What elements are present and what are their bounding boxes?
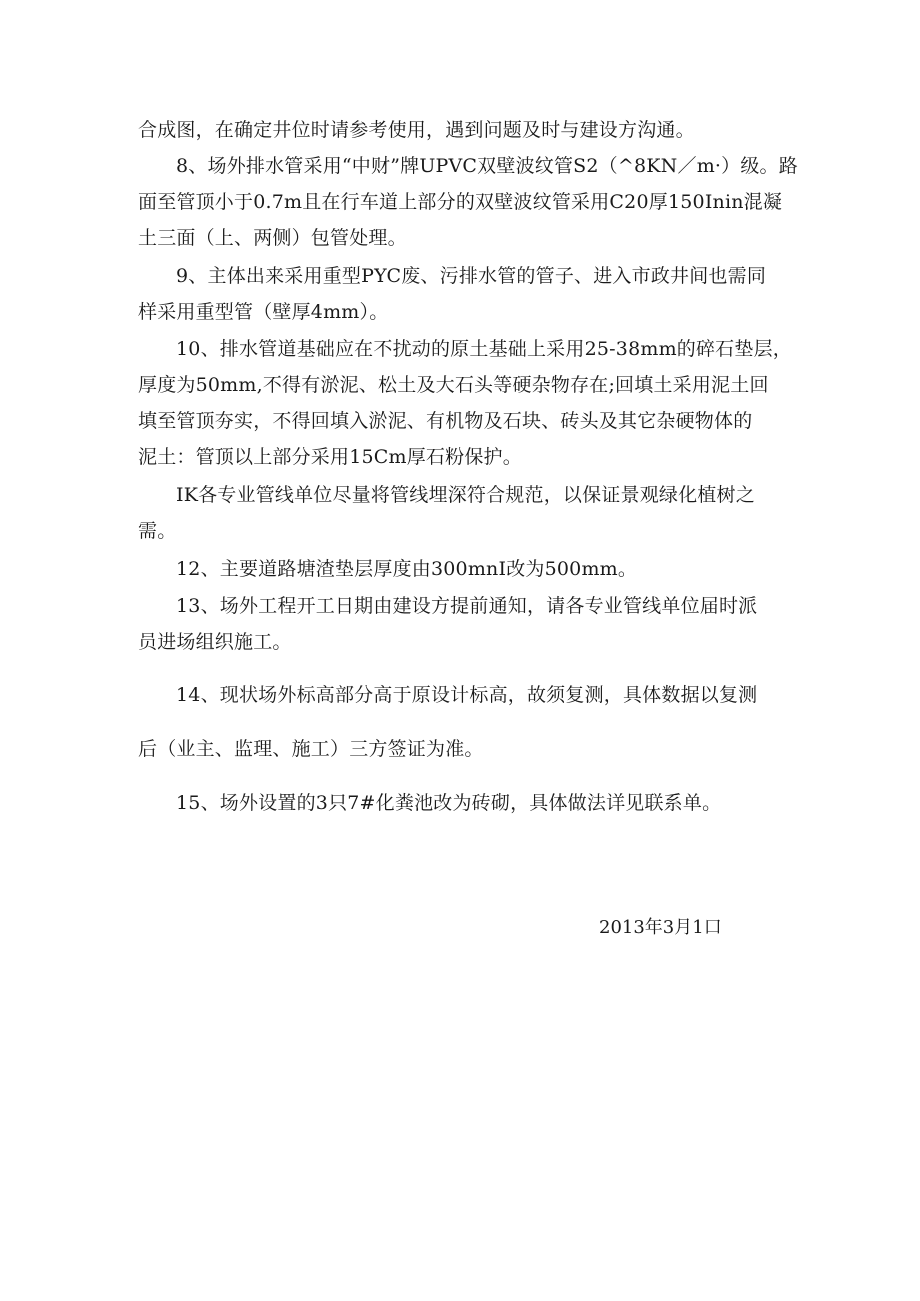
item-8-line-3: 土三面（上、两侧）包管处理。 bbox=[138, 227, 407, 249]
item-15-line-1: 15、场外设置的3只7#化粪池改为砖砌，具体做法详见联系单。 bbox=[176, 792, 722, 814]
item-11-line-2: 需。 bbox=[138, 520, 177, 542]
document-date: 2013年3月1口 bbox=[599, 917, 722, 938]
item-8-line-1: 8、场外排水管采用“中财”牌UPVC双壁波纹管S2（^8KN／m·）级。路 bbox=[176, 155, 798, 177]
item-14-line-1: 14、现状场外标高部分高于原设计标高，故须复测，具体数据以复测 bbox=[176, 684, 758, 706]
item-10-line-3: 填至管顶夯实，不得回填入淤泥、有机物及石块、砖头及其它杂硬物体的 bbox=[138, 410, 753, 432]
item-11-line-1: IK各专业管线单位尽量将管线埋深符合规范，以保证景观绿化植树之 bbox=[176, 484, 755, 506]
item-9-line-2: 样采用重型管（壁厚4mm）。 bbox=[138, 301, 389, 323]
item-14-line-2: 后（业主、监理、施工）三方签证为准。 bbox=[138, 738, 484, 760]
item-13-line-2: 员进场组织施工。 bbox=[138, 631, 292, 653]
item-13-line-1: 13、场外工程开工日期由建设方提前通知，请各专业管线单位届时派 bbox=[176, 595, 758, 617]
item-10-line-4: 泥土：管顶以上部分采用15Cm厚石粉保护。 bbox=[138, 446, 522, 468]
item-12-line-1: 12、主要道路塘渣垫层厚度由300mnI改为500mm。 bbox=[176, 558, 638, 580]
item-9-line-1: 9、主体出来采用重型PYC废、污排水管的管子、进入市政井间也需同 bbox=[176, 265, 767, 287]
item-8-line-2: 面至管顶小于0.7m且在行车道上部分的双壁波纹管采用C20厚150Inin混凝 bbox=[138, 191, 783, 213]
item-10-line-1: 10、排水管道基础应在不扰动的原土基础上采用25-38mm的碎石垫层， bbox=[176, 338, 792, 360]
item-10-line-2: 厚度为50mm,不得有淤泥、松土及大石头等硬杂物存在;回填土采用泥土回 bbox=[138, 374, 769, 396]
text-line-continuation: 合成图，在确定井位时请参考使用，遇到问题及时与建设方沟通。 bbox=[138, 119, 695, 141]
